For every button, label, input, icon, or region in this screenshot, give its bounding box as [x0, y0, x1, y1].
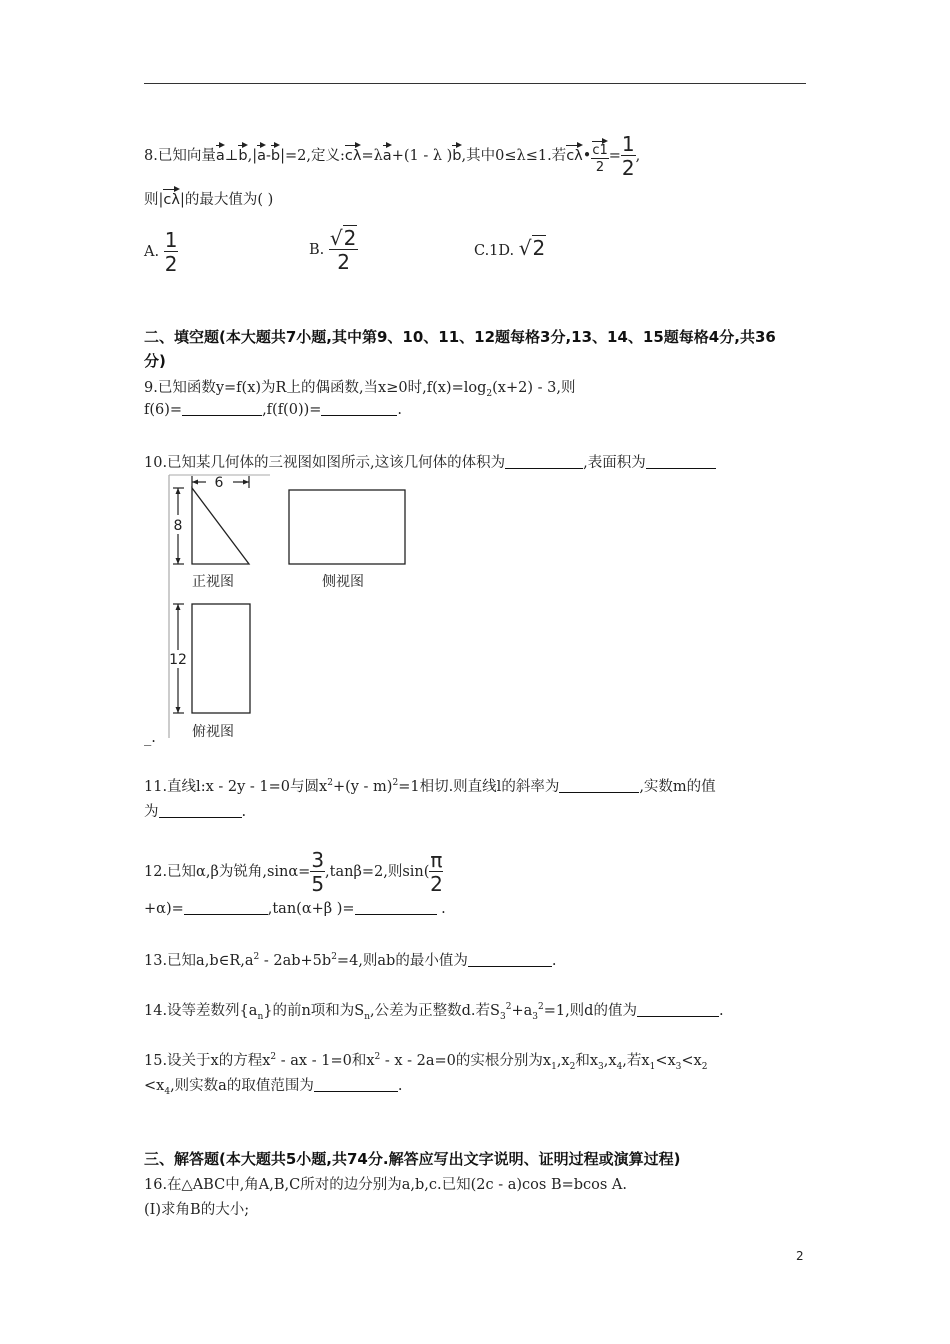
- perp-symbol: ⊥: [224, 148, 239, 164]
- q9-text: 9.已知函数y=f(x)为R上的偶函数,当x≥0时,f(x)=log: [144, 380, 487, 396]
- q15-p8: <x: [681, 1053, 702, 1069]
- q12-blank-sin[interactable]: [184, 900, 268, 915]
- q12-frac-num: 3: [311, 848, 325, 872]
- q15-sup2: 2: [374, 1052, 381, 1063]
- q8-line2: [144, 186, 273, 209]
- section3-heading: 三、解答题(本大题共5小题,共74分.解答应写出文字说明、证明过程或演算过程): [144, 1150, 681, 1168]
- q12-line1: [144, 850, 443, 894]
- equals: =: [608, 148, 621, 164]
- one-minus-lambda: +(1 - λ ): [391, 148, 453, 164]
- q11-end: ,实数m的值: [639, 779, 716, 795]
- front-view-label: 正视图: [192, 574, 234, 590]
- q9-blank-2[interactable]: [321, 401, 397, 416]
- q10-text: 10.已知某几何体的三视图如图所示,这该几何体的体积为: [144, 455, 506, 471]
- q15-s2: 2: [569, 1061, 576, 1072]
- q8-prefix: 8.已知向量: [144, 148, 216, 164]
- q15-blank[interactable]: [314, 1077, 398, 1092]
- option-a-num: 1: [164, 228, 178, 252]
- q11-sup1: 2: [327, 778, 333, 789]
- q8-line1: [144, 134, 640, 178]
- vector-a-3: a: [383, 142, 392, 164]
- q8-line1-end: ,: [635, 148, 641, 164]
- q14-after: ,公差为正整数d.若S: [370, 1003, 500, 1019]
- vector-c-lambda-2: [566, 142, 583, 164]
- q15-p1: - ax - 1=0和x: [276, 1053, 375, 1069]
- q13-blank[interactable]: [468, 952, 552, 967]
- q15-p6: ,若x: [622, 1053, 650, 1069]
- q11-mid: +(y - m): [332, 779, 393, 795]
- sqrt-icon: √2: [329, 226, 357, 250]
- q15-s4: 4: [616, 1061, 623, 1072]
- q9-text-end: (x+2) - 3,则: [492, 380, 576, 396]
- q14-eq: =1,则d的值为: [543, 1003, 637, 1019]
- vector-c1: c1: [592, 138, 607, 157]
- q8-option-a: [144, 230, 178, 274]
- q9-end: .: [397, 402, 403, 418]
- q8-condition: ,其中0≤λ≤1.若: [461, 148, 567, 164]
- three-view-svg: [160, 470, 440, 745]
- q12-pi-num: π: [430, 848, 443, 872]
- q11-text: 11.直线l:x - 2y - 1=0与圆x: [144, 779, 328, 795]
- option-c-d-label: C.1D.: [474, 243, 515, 259]
- q15-line2-b: ,则实数a的取值范围为: [170, 1078, 314, 1094]
- q14-sub3b: 3: [532, 1011, 538, 1022]
- dim6-arrow-right: [243, 480, 249, 485]
- lambda-sub-3: λ: [171, 192, 180, 208]
- q11-line1: [144, 775, 716, 796]
- option-a-label: A.: [144, 244, 160, 260]
- q11-line2: [144, 800, 246, 821]
- q11-after: =1相切.则直线l的斜率为: [398, 779, 560, 795]
- half-num: 1: [621, 132, 635, 156]
- q12-pi-den: 2: [430, 872, 443, 896]
- q10-line: [144, 451, 716, 472]
- q15-p7: <x: [655, 1053, 676, 1069]
- vector-b: b: [238, 142, 247, 164]
- dim8-arrow-bottom: [176, 558, 181, 564]
- top-rule: [144, 83, 806, 84]
- q14-line: [144, 999, 724, 1022]
- option-b-radicand: 2: [343, 226, 357, 250]
- q13-mid: - 2ab+5b: [259, 953, 332, 969]
- q15-s1: 1: [551, 1061, 557, 1072]
- q10-blank-surface[interactable]: [646, 454, 716, 469]
- abs-close: |=2,定义:: [280, 148, 345, 164]
- q14-sub-n: n: [257, 1011, 264, 1022]
- top-view-label: 俯视图: [192, 724, 234, 740]
- q11-blank-slope[interactable]: [559, 778, 639, 793]
- dim6-arrow-left: [192, 480, 198, 485]
- c-letter-2: c: [566, 148, 575, 164]
- q15-p3: ,x: [556, 1053, 570, 1069]
- half-den: 2: [621, 156, 635, 180]
- c1-fraction: [591, 138, 608, 174]
- q14-text: 14.设等差数列{a: [144, 1003, 258, 1019]
- lambda-sub-2: λ: [574, 148, 583, 164]
- q15-s7: 2: [701, 1061, 708, 1072]
- q15-line1: [144, 1049, 707, 1072]
- abs-open: ,|: [247, 148, 258, 164]
- q12-line2: [144, 900, 446, 917]
- section2-heading-line2: 分): [144, 352, 166, 370]
- front-view-triangle: [192, 488, 249, 564]
- vector-a: a: [216, 142, 225, 164]
- minus: -: [265, 148, 271, 164]
- q13-after: =4,则ab的最小值为: [336, 953, 468, 969]
- option-b-label: B.: [309, 242, 325, 258]
- dim12-arrow-bottom: [176, 707, 181, 713]
- q14-sup2: 2: [505, 1002, 512, 1013]
- half-fraction: [621, 134, 636, 178]
- option-d-sqrt: √2: [518, 236, 546, 260]
- q15-line2: [144, 1074, 402, 1097]
- q12-mid: ,tanβ=2,则sin(: [325, 864, 430, 880]
- q10-mid: ,表面积为: [583, 455, 646, 471]
- q15-p5: ,x: [603, 1053, 617, 1069]
- vector-b-2: b: [271, 142, 280, 164]
- vector-c-lambda-3: [163, 186, 180, 208]
- dim12-arrow-top: [176, 604, 181, 610]
- q15-s8: 4: [164, 1086, 171, 1097]
- q12-text: 12.已知α,β为锐角,sinα=: [144, 864, 311, 880]
- c-letter: c: [344, 148, 353, 164]
- c1-frac-den: 2: [595, 160, 605, 175]
- q10-blank-volume[interactable]: [505, 454, 583, 469]
- vector-a-2: a: [257, 142, 266, 164]
- q13-text: 13.已知a,b∈R,a: [144, 953, 254, 969]
- c-letter-3: c: [163, 192, 172, 208]
- q11-blank-m[interactable]: [159, 803, 242, 818]
- q14-blank[interactable]: [637, 1002, 719, 1017]
- q11-sup2: 2: [392, 778, 399, 789]
- side-view-label: 侧视图: [322, 574, 364, 590]
- dim8-arrow-top: [176, 488, 181, 494]
- q15-line2-a: <x: [144, 1078, 165, 1094]
- c1-sub: 1: [599, 143, 608, 158]
- log-base: 2: [486, 388, 493, 399]
- q12-blank-tan[interactable]: [355, 900, 437, 915]
- q14-end: .: [718, 1003, 724, 1019]
- q8-option-cd: [474, 236, 546, 260]
- option-a-den: 2: [164, 252, 178, 276]
- q8-option-b: [309, 228, 358, 272]
- q12-frac-pi: [429, 850, 443, 894]
- q9-blank-1[interactable]: [182, 401, 262, 416]
- q13-line: [144, 949, 556, 970]
- q10-trailing: _.: [144, 730, 156, 746]
- dot-symbol: •: [582, 148, 592, 164]
- q13-end: .: [551, 953, 557, 969]
- q15-p2: - x - 2a=0的实根分别为x: [380, 1053, 552, 1069]
- vector-b-3: b: [452, 142, 461, 164]
- q13-sup2: 2: [331, 952, 337, 963]
- q9-line1: [144, 376, 575, 399]
- q14-sup2b: 2: [537, 1002, 544, 1013]
- q12-line2-mid: ,tan(α+β )=: [267, 901, 355, 917]
- vector-c-lambda: [345, 142, 362, 164]
- q9-f6: f(6)=: [144, 402, 183, 418]
- side-view-rect: [289, 490, 405, 564]
- page-number: 2: [796, 1249, 804, 1263]
- q12-frac-35: [310, 850, 325, 894]
- q9-line2: [144, 401, 402, 418]
- q12-frac-den: 5: [311, 872, 325, 896]
- q12-line2-end: .: [436, 901, 446, 917]
- q15-line2-end: .: [397, 1078, 403, 1094]
- q15-s6: 3: [675, 1061, 682, 1072]
- eq-lambda: =λ: [361, 148, 383, 164]
- dim-label-12: 12: [169, 652, 187, 668]
- q15-p4: 和x: [575, 1053, 599, 1069]
- q11-line2-prefix: 为: [144, 804, 159, 820]
- q8-line2-prefix: 则|: [144, 192, 164, 208]
- three-view-figure: [160, 470, 440, 745]
- q13-sup1: 2: [253, 952, 260, 963]
- q11-line2-end: .: [241, 804, 247, 820]
- section2-heading-line1: 二、填空题(本大题共7小题,其中第9、10、11、12题每格3分,13、14、15题每格4分,共36: [144, 328, 776, 346]
- q12-line2-prefix: +α)=: [144, 901, 184, 917]
- q15-s3: 3: [598, 1061, 604, 1072]
- lambda-sub: λ: [352, 148, 362, 164]
- q16-line2: (Ⅰ)求角B的大小;: [144, 1202, 250, 1218]
- q15-s5: 1: [649, 1061, 656, 1072]
- q15-sup1: 2: [270, 1052, 277, 1063]
- option-a-fraction: [164, 230, 179, 274]
- top-view-rect: [192, 604, 250, 713]
- q14-sub-n2: n: [364, 1011, 371, 1022]
- q15-text: 15.设关于x的方程x: [144, 1053, 271, 1069]
- option-b-den: 2: [337, 250, 350, 274]
- dim-label-8: 8: [173, 518, 183, 534]
- option-d-radicand: 2: [532, 236, 546, 260]
- q14-sub3: 3: [499, 1011, 506, 1022]
- dim-label-6: 6: [214, 475, 224, 491]
- q8-line2-suffix: |的最大值为( ): [179, 192, 274, 208]
- q16-line1: 16.在△ABC中,角A,B,C所对的边分别为a,b,c.已知(2c - a)cos B=bcos A.: [144, 1177, 628, 1193]
- q9-ff0: ,f(f(0))=: [262, 402, 322, 418]
- q14-mid: }的前n项和为S: [263, 1003, 365, 1019]
- option-b-fraction: [329, 228, 358, 272]
- q14-plus: +a: [511, 1003, 533, 1019]
